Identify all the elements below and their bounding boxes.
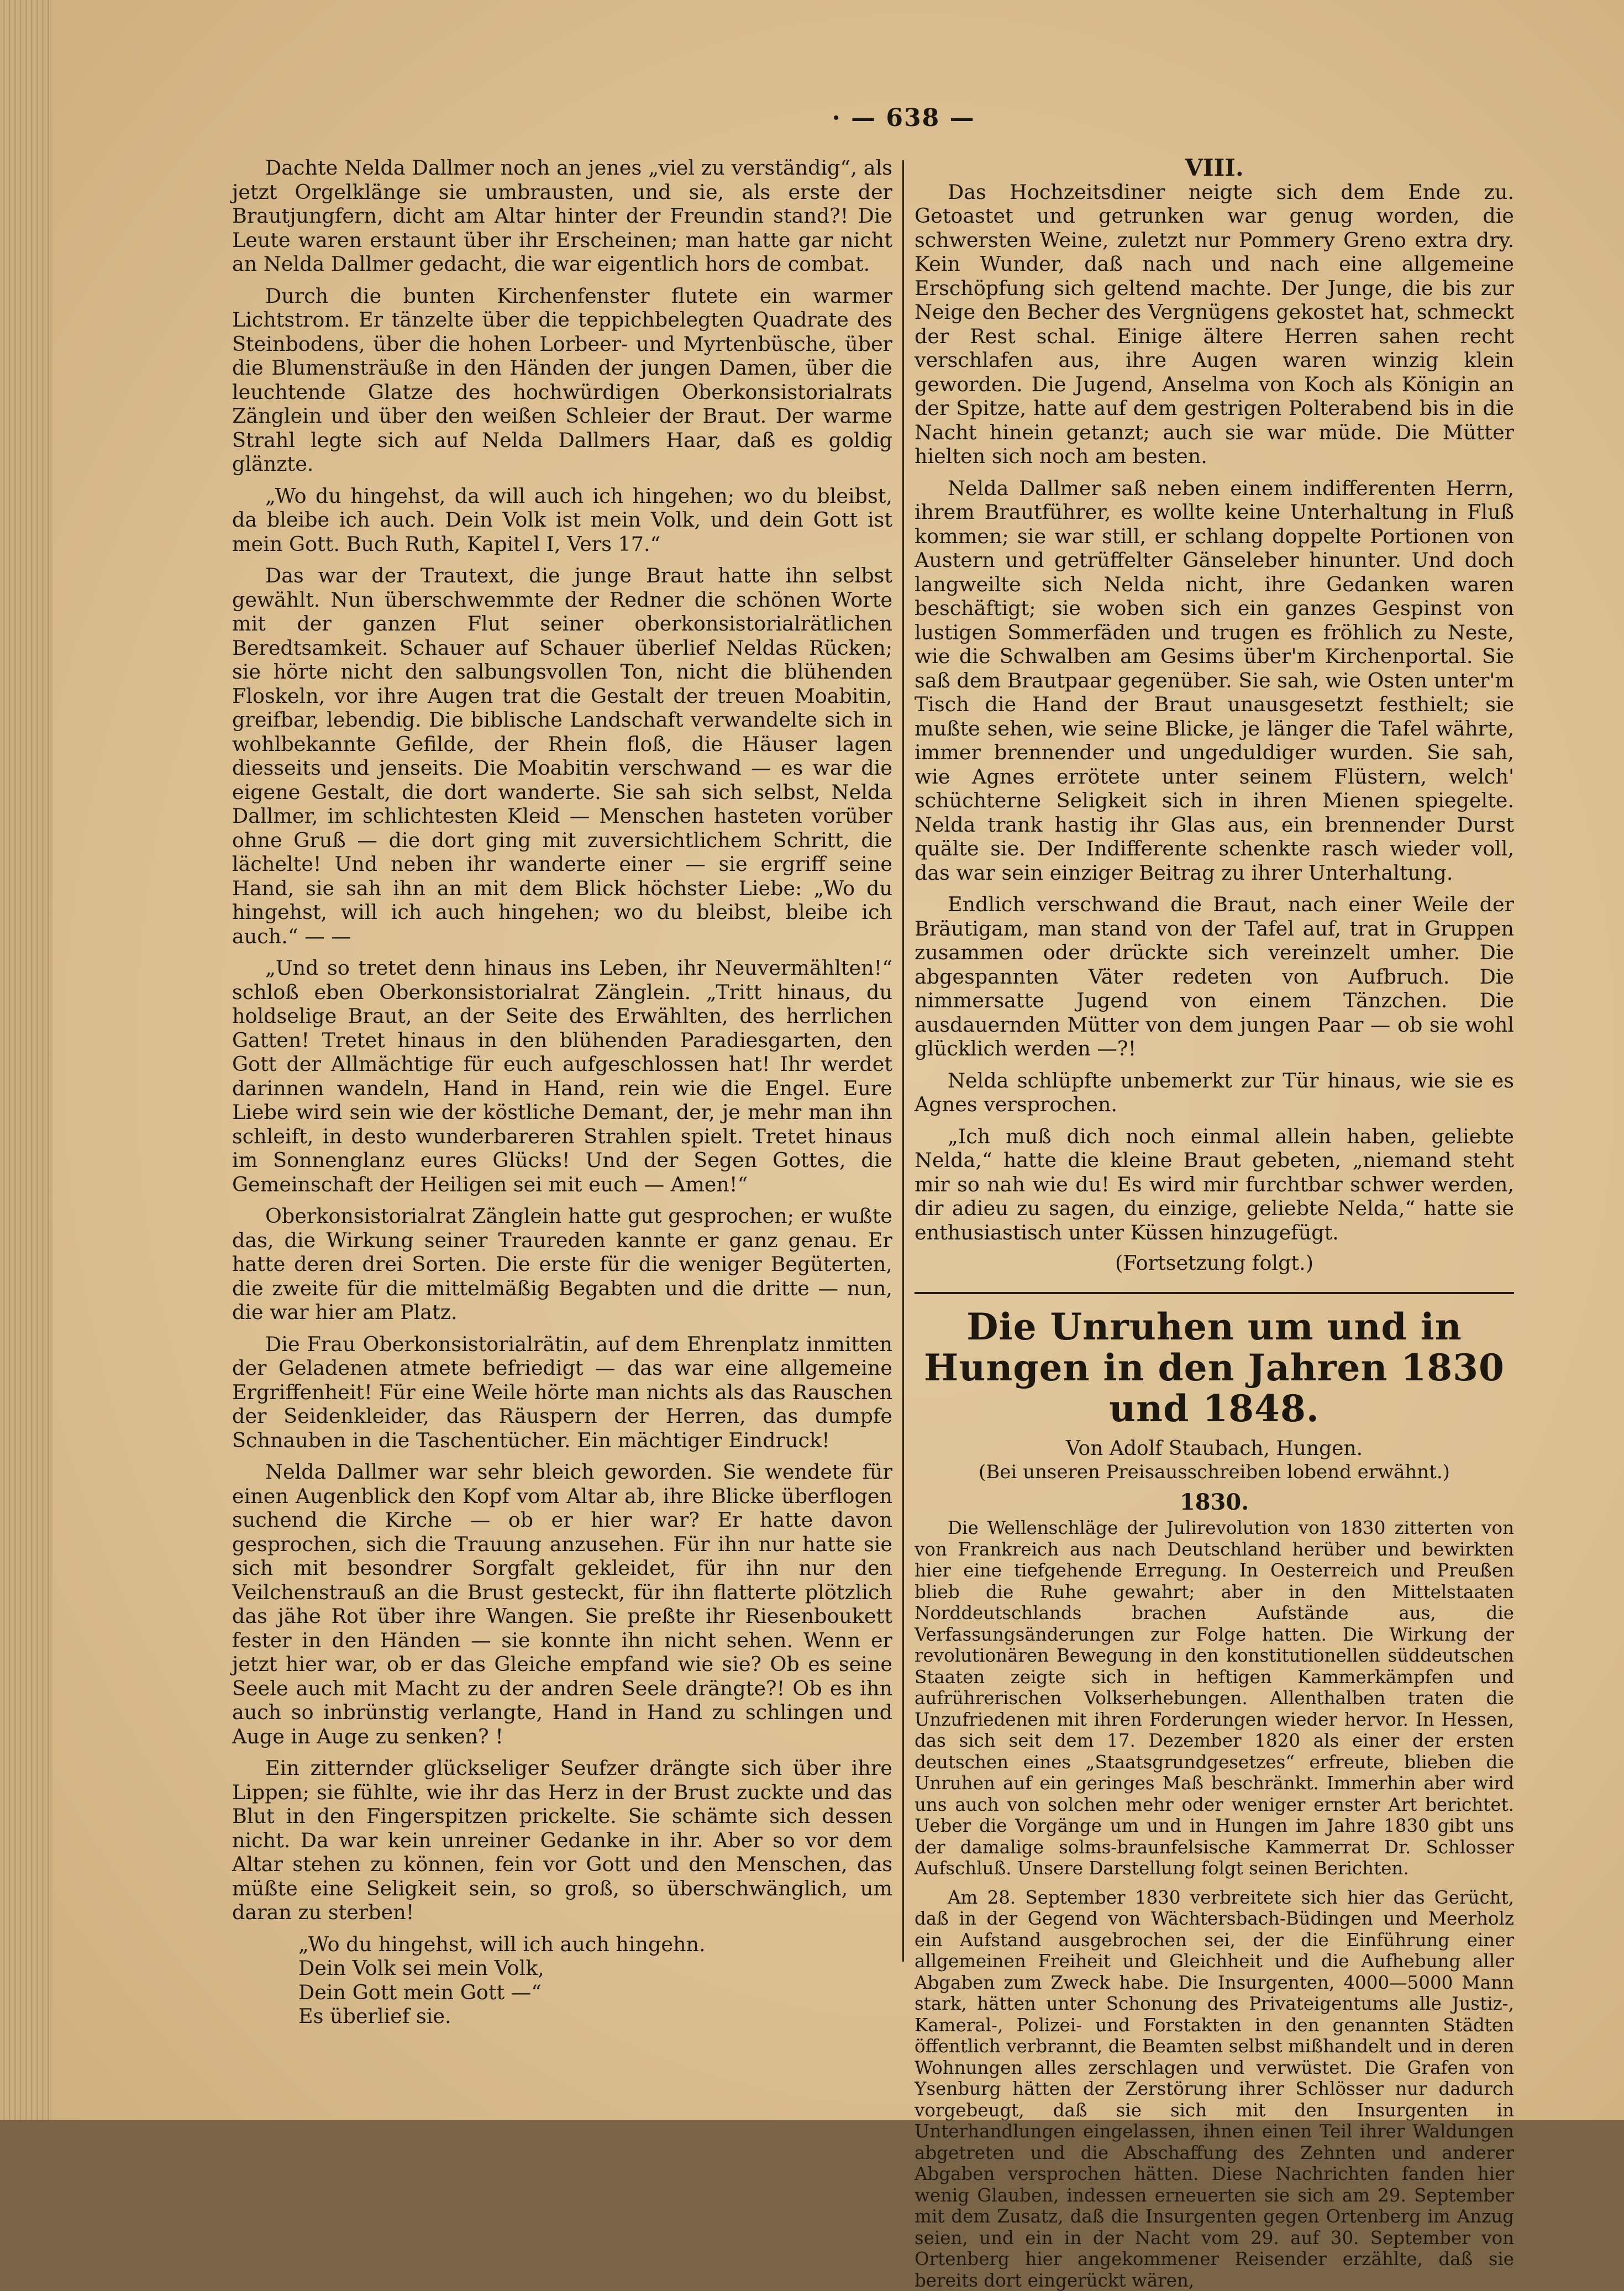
article-title: Die Unruhen um und in Hungen in den Jahren 1830 und 1848. bbox=[915, 1306, 1514, 1429]
chapter-heading: VIII. bbox=[915, 156, 1514, 180]
verse-line: Dein Gott mein Gott —“ bbox=[232, 1980, 892, 2005]
paragraph: „Und so tretet denn hinaus ins Leben, ihr Neuvermählten!“ schloß eben Oberkonsistorialrat Zänglein. „Tritt hinaus, du holdselige Braut, an der Seite des Erwählten, des herrlichen Gatten! Tretet hinaus in den blühenden Paradiesgarten, den Gott der Allmächtige für euch aufgeschlossen hat! Ihr werdet darinnen wandeln, Hand in Hand, rein wie die Engel. Eure Liebe wird sein wie der köstliche Demant, der, je mehr man ihn schleift, in desto wunderbareren Strahlen spielt. Tretet hinaus im Sonnenglanz eures Glücks! Und der Segen Gottes, die Gemeinschaft der Heiligen sei mit euch — Amen!“ bbox=[232, 956, 892, 1196]
paragraph: Nelda schlüpfte unbemerkt zur Tür hinaus, wie sie es Agnes versprochen. bbox=[915, 1069, 1514, 1117]
verse-line: Es überlief sie. bbox=[232, 2004, 892, 2029]
paragraph: Nelda Dallmer saß neben einem indifferenten Herrn, ihrem Brautführer, es wollte keine Unterhaltung in Fluß kommen; sie war still, er schlang doppelte Portionen von Austern und getrüffelter Gänseleber hinunter. Und doch langweilte sich Nelda nicht, ihre Gedanken waren beschäftigt; sie woben sich ein ganzes Gespinst von lustigen Sommerfäden und trugen es fröhlich zu Neste, wie die Schwalben am Gesims über'm Kirchenportal. Sie saß dem Brautpaar gegenüber. Sie sah, wie Osten unter'm Tisch die Hand der Braut unausgesetzt festhielt; sie mußte sehen, wie seine Blicke, je länger die Tafel währte, immer brennender und ungeduldiger wurden. Sie sah, wie Agnes errötete unter seinem Flüstern, welch' schüchterne Seligkeit sich in ihren Mienen spiegelte. Nelda trank hastig ihr Glas aus, ein brennender Durst quälte sie. Der Indifferente schenkte rasch wieder voll, das war sein einziger Beitrag zu ihrer Unterhaltung. bbox=[915, 476, 1514, 885]
paragraph: Die Frau Oberkonsistorialrätin, auf dem Ehrenplatz inmitten der Geladenen atmete befriedigt — das war eine allgemeine Ergriffenheit! Für eine Weile hörte man nichts als das Rauschen der Seidenkleider, das Räuspern der Herren, das dumpfe Schnauben in die Taschentücher. Ein mächtiger Eindruck! bbox=[232, 1332, 892, 1453]
column-divider bbox=[902, 160, 904, 1962]
article-byline: Von Adolf Staubach, Hungen. bbox=[915, 1437, 1514, 1461]
section-year-heading: 1830. bbox=[915, 1490, 1514, 1515]
paragraph: „Wo du hingehst, da will auch ich hingehen; wo du bleibst, da bleibe ich auch. Dein Volk ist mein Volk, und dein Gott ist mein Gott. Buch Ruth, Kapitel I, Vers 17.“ bbox=[232, 484, 892, 556]
continued-note: (Fortsetzung folgt.) bbox=[915, 1251, 1514, 1275]
verse-line: Dein Volk sei mein Volk, bbox=[232, 1956, 892, 1980]
paragraph: Endlich verschwand die Braut, nach einer Weile der Bräutigam, man stand von der Tafel auf, trat in Gruppen zusammen oder drückte sich vereinzelt umher. Die abgespannten Väter redeten von Aufbruch. Die nimmersatte Jugend von einem Tänzchen. Die ausdauernden Mütter von dem jungen Paar — ob sie wohl glücklich werden —?! bbox=[915, 892, 1514, 1061]
article-note: (Bei unseren Preisausschreiben lobend erwähnt.) bbox=[915, 1460, 1514, 1485]
newspaper-page bbox=[52, 0, 1624, 2120]
paragraph: Dachte Nelda Dallmer noch an jenes „viel zu verständig“, als jetzt Orgelklänge sie umbrausten, und sie, als erste der Brautjungfern, dicht am Altar hinter der Freundin stand?! Die Leute waren erstaunt über ihr Erscheinen; man hatte gar nicht an Nelda Dallmer gedacht, die war eigentlich hors de combat. bbox=[232, 156, 892, 276]
left-column bbox=[232, 156, 892, 2029]
paragraph: Am 28. September 1830 verbreitete sich hier das Gerücht, daß in der Gegend von Wächtersbach-Büdingen und Meerholz ein Aufstand ausgebrochen sei, der die Einführung einer allgemeinen Freiheit und Gleichheit und die Aufhebung aller Abgaben zum Zweck habe. Die Insurgenten, 4000—5000 Mann stark, hätten unter Schonung des Privateigentums alle Justiz-, Kameral-, Polizei- und Forstakten in den genannten Städten öffentlich verbrannt, die Beamten selbst mißhandelt und in deren Wohnungen alles zerschlagen und verwüstet. Die Grafen von Ysenburg hätten der Zerstörung ihrer Schlösser nur dadurch vorgebeugt, daß sie sich mit den Insurgenten in Unterhandlungen eingelassen, ihnen einen Teil ihrer Waldungen abgetreten und die Abschaffung des Zehnten und anderer Abgaben versprochen hätten. Diese Nachrichten fanden hier wenig Glauben, indessen erneuerten sie sich am 29. September mit dem Zusatz, daß die Insurgenten gegen Ortenberg im Anzug seien, und ein in der Nacht vom 29. auf 30. September von Ortenberg hier angekommener Reisender erzählte, daß sie bereits dort eingerückt wären, bbox=[915, 1887, 1514, 2291]
paragraph: Ein zitternder glückseliger Seufzer drängte sich über ihre Lippen; sie fühlte, wie ihr das Herz in der Brust zuckte und das Blut in den Fingerspitzen prickelte. Sie schämte sich dessen nicht. Da war kein unreiner Gedanke in ihr. Aber so vor dem Altar stehen zu können, fein vor Gott und den Menschen, das müßte eine Seligkeit sein, so groß, so überschwänglich, um daran zu sterben! bbox=[232, 1756, 892, 1925]
verse-line: „Wo du hingehst, will ich auch hingehn. bbox=[232, 1932, 892, 1957]
paragraph: Die Wellenschläge der Julirevolution von 1830 zitterten von von Frankreich aus nach Deutschland herüber und bewirkten hier eine tiefgehende Erregung. In Oesterreich und Preußen blieb die Ruhe gewahrt; aber in den Mittelstaaten Norddeutschlands brachen Aufstände aus, die Verfassungsänderungen zur Folge hatten. Die Wirkung der revolutionären Bewegung in den konstitutionellen süddeutschen Staaten zeigte sich in heftigen Kammerkämpfen und aufrührerischen Volkserhebungen. Allenthalben traten die Unzufriedenen mit ihren Forderungen wieder hervor. In Hessen, das sich seit dem 17. Dezember 1820 als einer der ersten deutschen eines „Staatsgrundgesetzes“ erfreute, blieben die Unruhen auf ein geringes Maß beschränkt. Immerhin aber wird uns auch von solchen mehr oder weniger ernster Art berichtet. Ueber die Vorgänge um und in Hungen im Jahre 1830 gibt uns der damalige solms-braunfelsische Kammerrat Dr. Schlosser Aufschluß. Unsere Darstellung folgt seinen Berichten. bbox=[915, 1517, 1514, 1879]
page-number-value: 638 bbox=[886, 104, 940, 132]
paragraph: Das war der Trautext, die junge Braut hatte ihn selbst gewählt. Nun überschwemmte der Redner die schönen Worte mit der ganzen Flut seiner oberkonsistorialrätlichen Beredtsamkeit. Schauer auf Schauer überlief Neldas Rücken; sie hörte nicht den salbungsvollen Ton, nicht die blühenden Floskeln, vor ihre Augen trat die Gestalt der treuen Moabitin, greifbar, lebendig. Die biblische Landschaft verwandelte sich in wohlbekannte Gefilde, der Rhein floß, die Häuser lagen diesseits und jenseits. Die Moabitin verschwand — es war die eigene Gestalt, die dort wanderte. Sie sah sich selbst, Nelda Dallmer, im schlichtesten Kleid — Menschen hasteten vorüber ohne Gruß — die dort ging mit zuversichtlichem Schritt, die lächelte! Und neben ihr wanderte einer — sie ergriff seine Hand, sie sah ihn an mit dem Blick höchster Liebe: „Wo du hingehst, will ich auch hingehen; wo du bleibst, bleibe ich auch.“ — — bbox=[232, 564, 892, 948]
paragraph: Nelda Dallmer war sehr bleich geworden. Sie wendete für einen Augenblick den Kopf vom Altar ab, ihre Blicke überflogen suchend die Kirche — ob er hier war? Er hatte davon gesprochen, sich die Trauung anzusehen. Für ihn nur hatte sie sich mit besondrer Sorgfalt gekleidet, für ihn nur den Veilchenstrauß an die Brust gesteckt, für ihn flatterte plötzlich das jähe Rot über ihre Wangen. Sie preßte ihr Riesenboukett fester in den Händen — sie konnte ihn nicht sehen. Wenn er jetzt hier war, ob er das Gleiche empfand wie sie? Ob es seine Seele auch mit Macht zu der andren Seele drängte?! Ob es ihn auch so inbrünstig verlangte, Hand in Hand zu schlingen und Auge in Auge zu senken? ! bbox=[232, 1460, 892, 1748]
right-column bbox=[915, 156, 1514, 2291]
paragraph: Das Hochzeitsdiner neigte sich dem Ende zu. Getoastet und getrunken war genug worden, die schwersten Weine, zuletzt nur Pommery Greno extra dry. Kein Wunder, daß nach und nach eine allgemeine Erschöpfung sich geltend machte. Der Junge, die bis zur Neige den Becher des Vergnügens gekostet hat, schmeckt der Rest schal. Einige ältere Herren sahen recht verschlafen aus, ihre Augen waren winzig klein geworden. Die Jugend, Anselma von Koch als Königin an der Spitze, hatte auf dem gestrigen Polterabend bis in die Nacht hinein getanzt; auch sie war müde. Die Mütter hielten sich noch am besten. bbox=[915, 180, 1514, 469]
book-page-edges bbox=[0, 0, 52, 2120]
paragraph: Oberkonsistorialrat Zänglein hatte gut gesprochen; er wußte das, die Wirkung seiner Traureden kannte er ganz genau. Er hatte deren drei Sorten. Die erste für die weniger Begüterten, die zweite für die mittelmäßig Begabten und die dritte — nun, die war hier am Platz. bbox=[232, 1204, 892, 1325]
paragraph: „Ich muß dich noch einmal allein haben, geliebte Nelda,“ hatte die kleine Braut gebeten, „niemand steht mir so nah wie du! Es wird mir furchtbar schwer werden, dir adieu zu sagen, du einzige, geliebte Nelda,“ hatte sie enthusiastisch unter Küssen hinzugefügt. bbox=[915, 1125, 1514, 1245]
page-number: · — 638 — bbox=[793, 104, 1014, 132]
article-divider bbox=[915, 1292, 1514, 1294]
paragraph: Durch die bunten Kirchenfenster flutete ein warmer Lichtstrom. Er tänzelte über die teppichbelegten Quadrate des Steinbodens, über die hohen Lorbeer- und Myrtenbüsche, über die Blumensträuße in den Händen der jungen Damen, über die leuchtende Glatze des hochwürdigen Oberkonsistorialrats Zänglein und über den weißen Schleier der Braut. Der warme Strahl legte sich auf Nelda Dallmers Haar, daß es goldig glänzte. bbox=[232, 284, 892, 476]
